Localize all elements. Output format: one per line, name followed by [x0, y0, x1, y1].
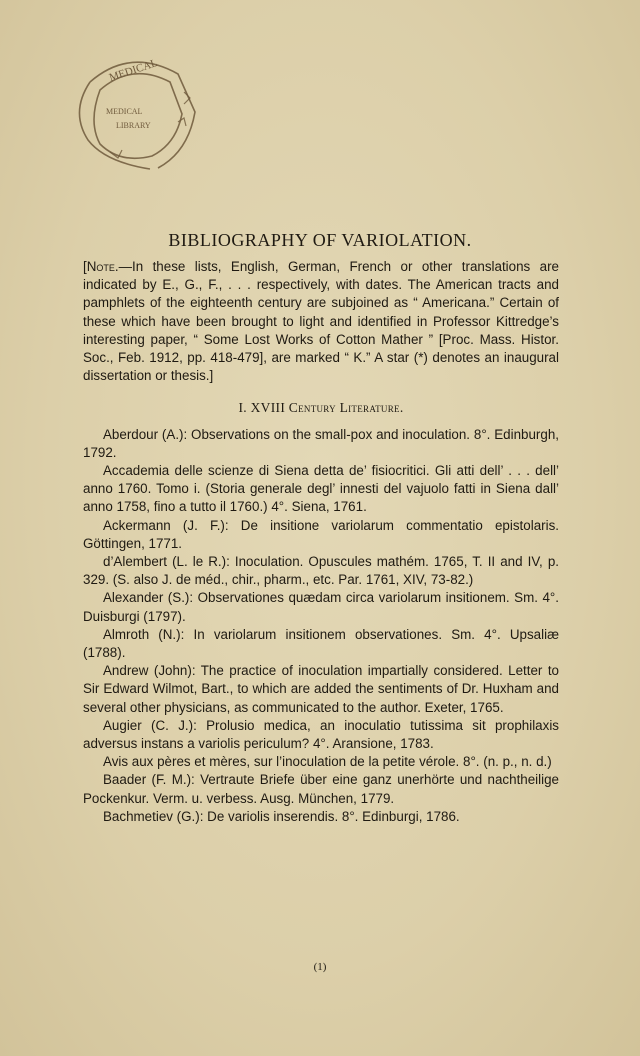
- editorial-note: [83, 258, 559, 385]
- bibliography-entry: Almroth (N.): In variolarum insitionem observationes. Sm. 4°. Upsaliæ (1788).: [83, 626, 559, 661]
- section-title: Century Literature.: [288, 400, 404, 416]
- bibliography-entry: Ackermann (J. F.): De insitione variolarum commentatio epistolaris. Göttingen, 1771.: [83, 517, 559, 551]
- bibliography-entry: Aberdour (A.): Observations on the small-pox and inoculation. 8°. Edinburgh, 1792.: [83, 426, 559, 460]
- bibliography-entry: d’Alembert (L. le R.): Inoculation. Opuscules mathém. 1765, T. II and IV, p. 329. (S. also J. de méd., chir., pharm., etc. Par. 1761, XIV, 73-82.): [83, 554, 559, 588]
- section-numeral: I. XVIII: [238, 400, 289, 416]
- page-title: BIBLIOGRAPHY OF VARIOLATION.: [168, 230, 472, 250]
- bibliography-entry: Andrew (John): The practice of inoculation impartially considered. Letter to Sir Edward Wilmot, Bart., to which are added the sentiments of Dr. Huxham and several other physicians, as communicated to the author. Exeter, 1765.: [83, 663, 559, 715]
- note-text: —In these lists, English, German, French or other translations are indicated by E., G., F., . . . respectively, with dates. The American tracts and pamphlets of the eighteenth century are subjoined as “ Americana.” Certain of these which have been brought to light and identified in Professor Kittredge’s interesting paper, “ Some Lost Works of Cotton Mather ” [Proc. Mass. Histor. Soc., Feb. 1912, pp. 418-479], are marked “ K.” A star (*) denotes an inaugural dissertation or thesis.]: [83, 259, 559, 384]
- bibliography-entry: Accademia delle scienze di Siena detta de’ fisiocritici. Gli atti dell’ . . . dell’ anno 1760. Tomo i. (Storia generale degl’ innesti del vajuolo fatti in Siena dall’ anno 1758, fino a tutto il 1760.) 4°. Siena, 1761.: [83, 463, 559, 515]
- note-lead: [Note.: [83, 259, 119, 274]
- bibliography-entry: Baader (F. M.): Vertraute Briefe über eine ganz unerhörte und nachtheilige Pockenkur. Verm. u. verbess. Ausg. München, 1779.: [83, 772, 559, 806]
- stamp-center-line-1: MEDICAL: [106, 107, 143, 116]
- page-number: (1): [313, 961, 327, 973]
- bibliography-entry: Alexander (S.): Observationes quædam circa variolarum insitionem. Sm. 4°. Duisburgi (1797).: [83, 590, 559, 624]
- section-heading: [83, 399, 559, 417]
- bibliography-entry: Bachmetiev (G.): De variolis inserendis. 8°. Edinburgi, 1786.: [103, 808, 460, 824]
- bibliography-entry: Avis aux pères et mères, sur l’inoculation de la petite vérole. 8°. (n. p., n. d.): [103, 754, 552, 770]
- stamp-center-line-2: LIBRARY: [116, 121, 151, 130]
- stamp-ring-text: MEDICAL: [107, 57, 160, 84]
- library-stamp: [60, 52, 200, 172]
- bibliography-body: [83, 258, 559, 826]
- bibliography-entry: Augier (C. J.): Prolusio medica, an inoculatio tutissima sit prophilaxis adversus instans a variolis periculum? 4°. Aransione, 1783.: [83, 717, 559, 752]
